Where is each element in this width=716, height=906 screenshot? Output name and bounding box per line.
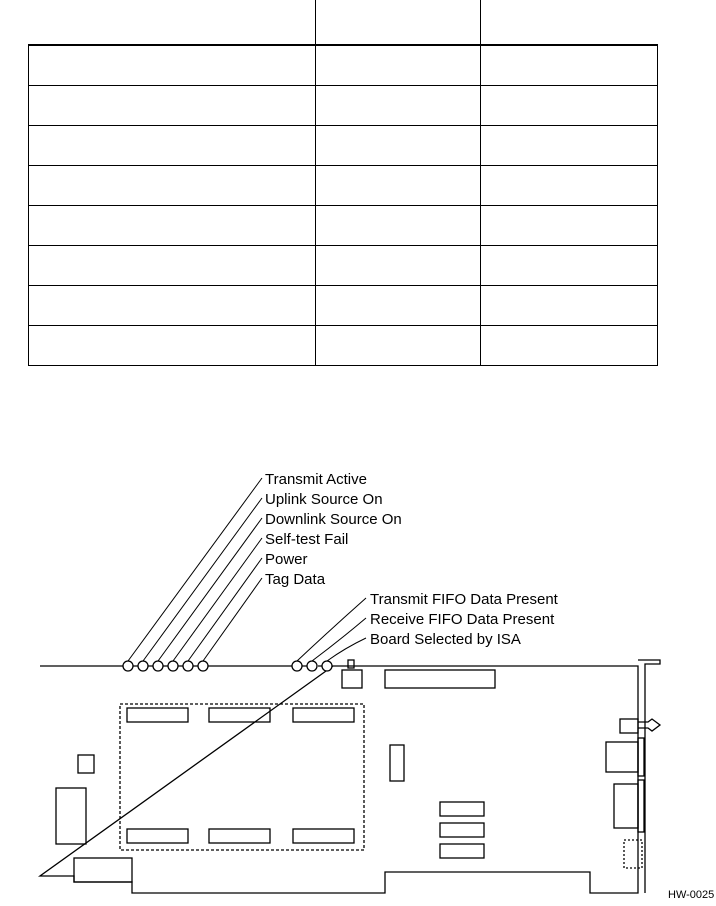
table-row (29, 326, 658, 366)
table-row (29, 45, 658, 86)
board-outline (40, 666, 638, 893)
component (390, 745, 404, 781)
table-grid (28, 0, 658, 366)
table-cell (481, 326, 658, 366)
table-row (29, 86, 658, 126)
led (153, 661, 163, 671)
led (307, 661, 317, 671)
table-cell (316, 206, 481, 246)
table-cell (29, 86, 316, 126)
table-cell (481, 206, 658, 246)
component (440, 823, 484, 837)
chip-area-outline (120, 704, 364, 850)
table-cell (29, 45, 316, 86)
chip (209, 829, 270, 843)
leader-line (158, 518, 262, 661)
table-cell (481, 246, 658, 286)
chip (127, 829, 188, 843)
table-cell (29, 286, 316, 326)
table-cell (29, 166, 316, 206)
leader-line (327, 638, 366, 661)
leader-line (128, 478, 262, 661)
table-cell (316, 126, 481, 166)
jumper-block (342, 670, 362, 688)
led (292, 661, 302, 671)
port-connector (638, 738, 644, 776)
table-cell (29, 0, 316, 45)
port-connector (624, 840, 642, 868)
led (198, 661, 208, 671)
port-tab (638, 719, 660, 731)
port-connector (606, 742, 638, 772)
port-connector (620, 719, 638, 733)
led-label: Transmit Active (265, 471, 367, 488)
figure-id: HW-0025 (668, 889, 715, 901)
table-row (29, 246, 658, 286)
table-cell (316, 246, 481, 286)
component (56, 788, 86, 844)
port-connector (614, 784, 638, 828)
table-cell (29, 326, 316, 366)
table-row (29, 206, 658, 246)
blank-table (0, 0, 716, 420)
component (440, 844, 484, 858)
table-row (29, 166, 658, 206)
led (168, 661, 178, 671)
chip (293, 708, 354, 722)
led-label: Receive FIFO Data Present (370, 611, 555, 628)
chip (127, 708, 188, 722)
table-row (29, 126, 658, 166)
chip (293, 829, 354, 843)
table-cell (316, 286, 481, 326)
component (74, 858, 132, 882)
component (78, 755, 94, 773)
led-label: Self-test Fail (265, 531, 349, 548)
component (440, 802, 484, 816)
table-cell (481, 126, 658, 166)
chip (209, 708, 270, 722)
led-label: Tag Data (265, 571, 326, 588)
leader-line (188, 558, 262, 661)
leader-line (173, 538, 262, 661)
table-cell (29, 126, 316, 166)
table-cell (481, 166, 658, 206)
table-cell (29, 206, 316, 246)
board-svg (0, 420, 716, 901)
jumper-pin (348, 660, 354, 668)
led (138, 661, 148, 671)
table-cell (481, 0, 658, 45)
table-cell (316, 86, 481, 126)
table-cell (29, 246, 316, 286)
table-cell (316, 0, 481, 45)
table-header-row (29, 0, 658, 45)
leader-line (143, 498, 262, 661)
led-label: Board Selected by ISA (370, 631, 521, 648)
table-cell (481, 86, 658, 126)
table-cell (481, 45, 658, 86)
board-diagram (0, 420, 716, 901)
leader-line (297, 598, 366, 661)
led-label: Transmit FIFO Data Present (370, 591, 558, 608)
table-cell (316, 166, 481, 206)
table-cell (316, 326, 481, 366)
led-label: Downlink Source On (265, 511, 402, 528)
table-cell (481, 286, 658, 326)
led (123, 661, 133, 671)
led-label: Power (265, 551, 308, 568)
led-label: Uplink Source On (265, 491, 383, 508)
table-row (29, 286, 658, 326)
led (322, 661, 332, 671)
table-cell (316, 45, 481, 86)
led (183, 661, 193, 671)
header-connector (385, 670, 495, 688)
leader-line (203, 578, 262, 661)
port-connector (638, 780, 644, 832)
